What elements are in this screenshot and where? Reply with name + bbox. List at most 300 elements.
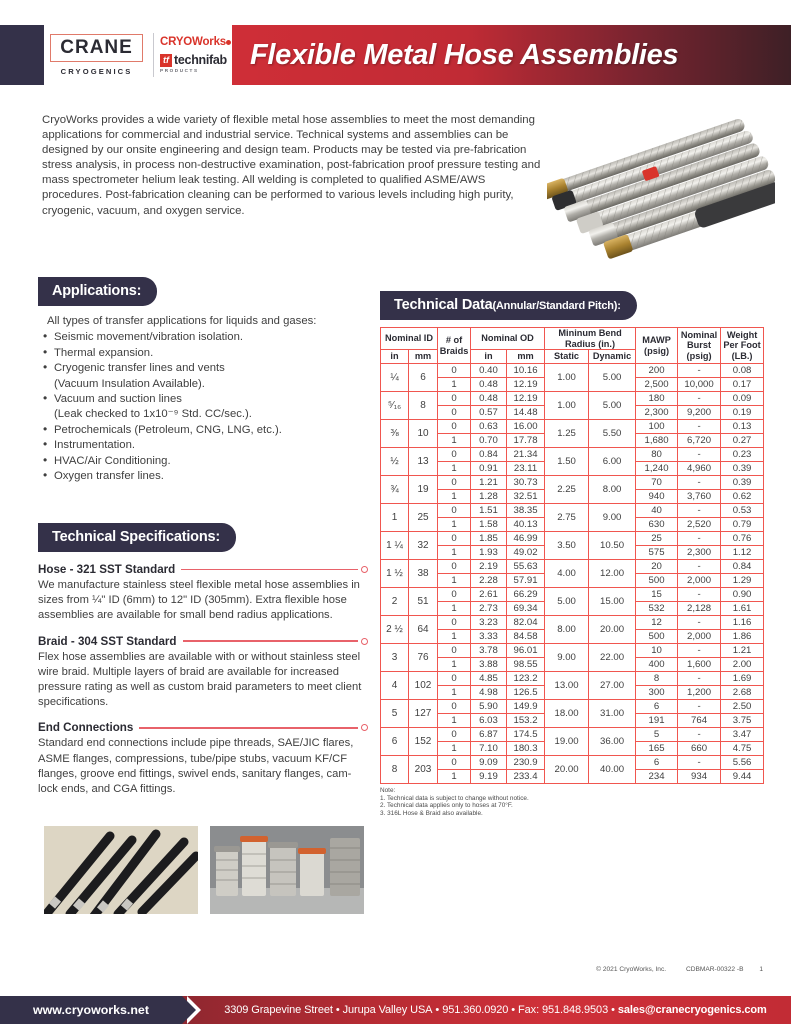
- black-hose-photo: [44, 826, 198, 914]
- applications-section: [38, 277, 368, 484]
- cell-weight-per-foot: 1.16: [721, 616, 764, 630]
- cell-od-in: 2.73: [471, 602, 507, 616]
- crane-logo-box: [50, 34, 143, 62]
- cell-static-bend-radius: 8.00: [545, 616, 589, 644]
- cell-nominal-id-in: ¼: [381, 364, 409, 392]
- list-item: • Cryogenic transfer lines and vents: [42, 361, 368, 376]
- page-number: 1: [759, 966, 763, 973]
- cell-od-in: 0.48: [471, 392, 507, 406]
- note-label: Note:: [380, 787, 396, 794]
- cell-mawp: 40: [636, 504, 678, 518]
- cell-weight-per-foot: 1.86: [721, 630, 764, 644]
- applications-body: [38, 314, 368, 484]
- footer-separator: •: [511, 1004, 516, 1016]
- cell-od-in: 9.19: [471, 770, 507, 784]
- cell-braids: 1: [438, 462, 471, 476]
- cell-mawp: 6: [636, 756, 678, 770]
- table-row: [381, 476, 764, 490]
- cell-nominal-id-in: 4: [381, 672, 409, 700]
- table-header-row-1: [381, 328, 764, 350]
- col-nominal-burst: Nominal Burst (psig): [678, 328, 721, 364]
- cell-nominal-burst: 660: [678, 742, 721, 756]
- cell-od-in: 1.51: [471, 504, 507, 518]
- cell-dynamic-bend-radius: 9.00: [589, 504, 636, 532]
- cell-nominal-id-mm: 51: [409, 588, 438, 616]
- cell-weight-per-foot: 1.21: [721, 644, 764, 658]
- cell-static-bend-radius: 1.00: [545, 392, 589, 420]
- cell-od-in: 0.48: [471, 378, 507, 392]
- spec-endpoint-icon: [361, 724, 368, 731]
- cell-nominal-burst: -: [678, 728, 721, 742]
- spec-group-braid: [38, 635, 368, 711]
- cell-od-mm: 57.91: [507, 574, 545, 588]
- cell-od-in: 1.21: [471, 476, 507, 490]
- cell-weight-per-foot: 0.84: [721, 560, 764, 574]
- col-id-in: in: [381, 350, 409, 364]
- spec-title: End Connections: [38, 721, 134, 735]
- applications-heading: Applications:: [38, 277, 157, 306]
- col-id-mm: mm: [409, 350, 438, 364]
- cell-nominal-burst: 1,200: [678, 686, 721, 700]
- cell-od-mm: 38.35: [507, 504, 545, 518]
- cell-od-in: 2.19: [471, 560, 507, 574]
- list-item: (Vacuum Insulation Available).: [54, 377, 205, 390]
- cell-mawp: 400: [636, 658, 678, 672]
- product-photos: [44, 826, 364, 914]
- note-item: 1. Technical data is subject to change without notice.: [380, 794, 529, 802]
- logo-divider: [153, 33, 154, 77]
- table-row: [381, 588, 764, 602]
- cell-nominal-burst: -: [678, 448, 721, 462]
- cell-weight-per-foot: 0.39: [721, 476, 764, 490]
- cell-od-in: 1.93: [471, 546, 507, 560]
- cell-mawp: 2,300: [636, 406, 678, 420]
- cell-braids: 0: [438, 644, 471, 658]
- list-item: • Seismic movement/vibration isolation.: [42, 330, 368, 345]
- cell-weight-per-foot: 1.61: [721, 602, 764, 616]
- cell-weight-per-foot: 2.50: [721, 700, 764, 714]
- footer-email-link[interactable]: sales@cranecryogenics.com: [617, 1004, 767, 1016]
- cell-mawp: 2,500: [636, 378, 678, 392]
- cell-od-mm: 230.9: [507, 756, 545, 770]
- table-row: [381, 420, 764, 434]
- cell-od-mm: 12.19: [507, 392, 545, 406]
- cell-weight-per-foot: 0.27: [721, 434, 764, 448]
- cell-weight-per-foot: 1.12: [721, 546, 764, 560]
- table-row: [381, 672, 764, 686]
- footer-arrow-icon: [182, 996, 196, 1024]
- cell-weight-per-foot: 0.08: [721, 364, 764, 378]
- cell-nominal-burst: 764: [678, 714, 721, 728]
- cell-nominal-id-in: 3: [381, 644, 409, 672]
- cell-nominal-id-in: 1 ½: [381, 560, 409, 588]
- cell-static-bend-radius: 18.00: [545, 700, 589, 728]
- footer-city: Jurupa Valley USA: [342, 1004, 433, 1016]
- cell-od-mm: 12.19: [507, 378, 545, 392]
- cell-mawp: 15: [636, 588, 678, 602]
- cell-weight-per-foot: 3.47: [721, 728, 764, 742]
- cell-dynamic-bend-radius: 15.00: [589, 588, 636, 616]
- cell-weight-per-foot: 4.75: [721, 742, 764, 756]
- cell-od-mm: 180.3: [507, 742, 545, 756]
- cell-mawp: 8: [636, 672, 678, 686]
- cell-nominal-burst: -: [678, 392, 721, 406]
- intro-paragraph: CryoWorks provides a wide variety of flexible metal hose assemblies to meet the most demanding applications for commercial and industrial service. Technical systems and assemblies can be designed by our onsite engineering and design team. Products may be tested via pre-fabrication stress analysis, in process non-destructive examination, post-fabrication proof pressure testing and mass spectrometer helium leak testing. All welding is completed to qualified ASME/AWS procedures. Post-fabrication cleaning can be performed to various levels including high purity, cryogenic, vacuum, and oxygen service.: [42, 114, 541, 217]
- cell-braids: 0: [438, 728, 471, 742]
- cell-nominal-id-in: ⅜: [381, 420, 409, 448]
- cell-mawp: 200: [636, 364, 678, 378]
- cell-od-mm: 153.2: [507, 714, 545, 728]
- cell-braids: 1: [438, 658, 471, 672]
- cell-od-in: 2.61: [471, 588, 507, 602]
- footer-website-block[interactable]: [0, 996, 182, 1024]
- cell-od-mm: 30.73: [507, 476, 545, 490]
- cell-mawp: 630: [636, 518, 678, 532]
- cell-dynamic-bend-radius: 20.00: [589, 616, 636, 644]
- table-row: [381, 392, 764, 406]
- cell-weight-per-foot: 0.23: [721, 448, 764, 462]
- technifab-logo: [160, 54, 227, 67]
- list-item: • Vacuum and suction lines: [42, 392, 368, 407]
- document-id: CDBMAR-00322 -B: [685, 966, 744, 973]
- cell-static-bend-radius: 20.00: [545, 756, 589, 784]
- cell-braids: 0: [438, 476, 471, 490]
- list-item: • HVAC/Air Conditioning.: [42, 454, 368, 469]
- cell-weight-per-foot: 0.17: [721, 378, 764, 392]
- technifab-badge-icon: tf: [160, 54, 172, 67]
- cell-nominal-id-in: 1: [381, 504, 409, 532]
- spec-endpoint-icon: [361, 566, 368, 573]
- cell-dynamic-bend-radius: 6.00: [589, 448, 636, 476]
- cell-braids: 1: [438, 518, 471, 532]
- cell-nominal-id-mm: 76: [409, 644, 438, 672]
- cell-nominal-burst: 10,000: [678, 378, 721, 392]
- cell-od-in: 0.91: [471, 462, 507, 476]
- cell-od-mm: 123.2: [507, 672, 545, 686]
- cell-nominal-id-mm: 32: [409, 532, 438, 560]
- col-mawp: MAWP (psig): [636, 328, 678, 364]
- cell-nominal-id-mm: 10: [409, 420, 438, 448]
- cell-weight-per-foot: 0.09: [721, 392, 764, 406]
- table-row: [381, 756, 764, 770]
- spec-group-hose: [38, 563, 368, 624]
- cell-nominal-burst: -: [678, 644, 721, 658]
- cell-od-in: 6.03: [471, 714, 507, 728]
- header-navy-block: [0, 25, 44, 85]
- cell-dynamic-bend-radius: 5.00: [589, 392, 636, 420]
- cell-static-bend-radius: 5.00: [545, 588, 589, 616]
- cell-mawp: 300: [636, 686, 678, 700]
- spec-title: Hose - 321 SST Standard: [38, 563, 176, 576]
- cell-dynamic-bend-radius: 8.00: [589, 476, 636, 504]
- cell-nominal-burst: -: [678, 560, 721, 574]
- cell-od-mm: 16.00: [507, 420, 545, 434]
- cell-nominal-id-mm: 203: [409, 756, 438, 784]
- cell-braids: 1: [438, 378, 471, 392]
- cell-nominal-burst: -: [678, 588, 721, 602]
- list-item: • Oxygen transfer lines.: [42, 469, 368, 484]
- spec-body: Flex hose assemblies are available with or without stainless steel wire braid. Multiple layers of braid are available for increased pressure rating as well as custom braid parameters to meet client specifications.: [38, 650, 362, 709]
- cell-nominal-burst: -: [678, 532, 721, 546]
- cell-od-in: 2.28: [471, 574, 507, 588]
- cell-nominal-burst: 2,520: [678, 518, 721, 532]
- table-row: [381, 644, 764, 658]
- spec-title-row: [38, 635, 368, 648]
- cell-od-mm: 69.34: [507, 602, 545, 616]
- cell-od-mm: 49.02: [507, 546, 545, 560]
- cell-nominal-burst: 3,760: [678, 490, 721, 504]
- technical-data-table: [380, 327, 764, 784]
- cell-dynamic-bend-radius: 27.00: [589, 672, 636, 700]
- cell-od-in: 6.87: [471, 728, 507, 742]
- col-od-mm: mm: [507, 350, 545, 364]
- technifab-label: technifab: [174, 53, 227, 67]
- cell-braids: 0: [438, 420, 471, 434]
- cryoworks-label: CRYOWorks: [160, 36, 226, 49]
- cell-weight-per-foot: 1.69: [721, 672, 764, 686]
- cell-nominal-burst: -: [678, 420, 721, 434]
- cell-od-in: 0.84: [471, 448, 507, 462]
- footer-separator: •: [335, 1004, 340, 1016]
- cell-od-in: 0.57: [471, 406, 507, 420]
- cell-braids: 0: [438, 448, 471, 462]
- cell-od-in: 3.33: [471, 630, 507, 644]
- cell-nominal-id-mm: 25: [409, 504, 438, 532]
- cell-od-in: 5.90: [471, 700, 507, 714]
- cell-weight-per-foot: 2.00: [721, 658, 764, 672]
- cell-od-mm: 55.63: [507, 560, 545, 574]
- braided-connectors-photo-svg: [210, 826, 364, 914]
- table-notes: [380, 787, 770, 817]
- cell-od-in: 3.23: [471, 616, 507, 630]
- cell-dynamic-bend-radius: 10.50: [589, 532, 636, 560]
- cell-nominal-burst: -: [678, 700, 721, 714]
- footer-fax: Fax: 951.848.9503: [518, 1004, 609, 1016]
- cell-static-bend-radius: 19.00: [545, 728, 589, 756]
- cell-nominal-burst: -: [678, 476, 721, 490]
- cell-od-in: 3.78: [471, 644, 507, 658]
- cell-braids: 1: [438, 770, 471, 784]
- list-item: • Petrochemicals (Petroleum, CNG, LNG, etc.).: [42, 423, 368, 438]
- cell-weight-per-foot: 5.56: [721, 756, 764, 770]
- cell-nominal-id-in: 2: [381, 588, 409, 616]
- spec-rule-line: [181, 569, 358, 570]
- cell-mawp: 70: [636, 476, 678, 490]
- cell-od-in: 7.10: [471, 742, 507, 756]
- cryoworks-logo-text: [160, 37, 226, 49]
- note-item: 3. 316L Hose & Braid also available.: [380, 809, 483, 817]
- cell-braids: 0: [438, 560, 471, 574]
- cell-static-bend-radius: 1.00: [545, 364, 589, 392]
- cell-static-bend-radius: 2.75: [545, 504, 589, 532]
- technical-specifications-section: [38, 523, 368, 797]
- cell-nominal-id-mm: 127: [409, 700, 438, 728]
- cell-od-in: 0.70: [471, 434, 507, 448]
- page-title: Flexible Metal Hose Assemblies: [250, 38, 679, 71]
- hose-photo-svg: [547, 112, 775, 280]
- cell-static-bend-radius: 1.50: [545, 448, 589, 476]
- spec-body: Standard end connections include pipe threads, SAE/JIC flares, ASME flanges, compressions, tube/pipe stubs, vacuum KF/CF flanges, groove end fittings, swivel ends, sanitary flanges, cam-lock ends, and CGA fittings.: [38, 737, 354, 796]
- black-hose-photo-svg: [44, 826, 198, 914]
- flexible-hose-bundle-photo: [547, 112, 775, 280]
- cell-mawp: 165: [636, 742, 678, 756]
- copyright-text: © 2021 CryoWorks, Inc.: [596, 966, 667, 973]
- cell-braids: 1: [438, 574, 471, 588]
- cell-mawp: 20: [636, 560, 678, 574]
- footer-phone[interactable]: 951.360.0920: [442, 1004, 509, 1016]
- cell-nominal-burst: -: [678, 364, 721, 378]
- cell-nominal-burst: 6,720: [678, 434, 721, 448]
- cell-od-mm: 82.04: [507, 616, 545, 630]
- cell-od-in: 1.58: [471, 518, 507, 532]
- cell-od-in: 9.09: [471, 756, 507, 770]
- cell-od-mm: 98.55: [507, 658, 545, 672]
- cell-weight-per-foot: 0.13: [721, 420, 764, 434]
- copyright-line: [0, 966, 791, 973]
- col-weight-per-foot: Weight Per Foot (LB.): [721, 328, 764, 364]
- cell-weight-per-foot: 2.68: [721, 686, 764, 700]
- col-nominal-od: Nominal OD: [471, 328, 545, 350]
- cell-dynamic-bend-radius: 5.50: [589, 420, 636, 448]
- footer-separator: •: [435, 1004, 440, 1016]
- cell-braids: 0: [438, 392, 471, 406]
- footer-website-link[interactable]: www.cryoworks.net: [33, 1003, 149, 1017]
- col-nominal-id: Nominal ID: [381, 328, 438, 350]
- cell-braids: 0: [438, 504, 471, 518]
- cell-mawp: 1,240: [636, 462, 678, 476]
- page-title-bar: [232, 25, 791, 85]
- col-od-in: in: [471, 350, 507, 364]
- cell-mawp: 6: [636, 700, 678, 714]
- cell-od-in: 3.88: [471, 658, 507, 672]
- cell-braids: 0: [438, 700, 471, 714]
- crane-logo-subtitle: CRYOGENICS: [60, 67, 133, 76]
- cell-static-bend-radius: 1.25: [545, 420, 589, 448]
- col-dynamic: Dynamic: [589, 350, 636, 364]
- cell-dynamic-bend-radius: 5.00: [589, 364, 636, 392]
- table-body: [381, 364, 764, 784]
- cell-od-mm: 66.29: [507, 588, 545, 602]
- page-footer: [0, 996, 791, 1024]
- cell-nominal-burst: 2,000: [678, 574, 721, 588]
- page-header: [0, 0, 791, 94]
- spec-body: We manufacture stainless steel flexible metal hose assemblies in sizes from ¼" ID (6mm) to 12" ID (305mm). Extra flexible hose assemblies are available for small bend radius applications.: [38, 579, 360, 622]
- braided-flex-connectors-photo: [210, 826, 364, 914]
- cell-mawp: 500: [636, 630, 678, 644]
- technical-data-heading: [380, 291, 637, 320]
- technical-data-section: [380, 291, 770, 817]
- cell-nominal-id-mm: 38: [409, 560, 438, 588]
- cell-od-mm: 40.13: [507, 518, 545, 532]
- applications-lead: All types of transfer applications for liquids and gases:: [47, 315, 317, 327]
- cell-braids: 1: [438, 434, 471, 448]
- cell-od-in: 1.85: [471, 532, 507, 546]
- footer-address: 3309 Grapevine Street: [224, 1004, 333, 1016]
- cell-braids: 1: [438, 602, 471, 616]
- cell-mawp: 25: [636, 532, 678, 546]
- col-bend-radius: Mininum Bend Radius (in.): [545, 328, 636, 350]
- cell-od-mm: 96.01: [507, 644, 545, 658]
- cell-weight-per-foot: 3.75: [721, 714, 764, 728]
- cell-od-mm: 149.9: [507, 700, 545, 714]
- cell-od-mm: 174.5: [507, 728, 545, 742]
- cell-braids: 1: [438, 630, 471, 644]
- cell-mawp: 940: [636, 490, 678, 504]
- table-row: [381, 700, 764, 714]
- cell-mawp: 5: [636, 728, 678, 742]
- cell-nominal-id-in: 6: [381, 728, 409, 756]
- cell-nominal-burst: 9,200: [678, 406, 721, 420]
- spec-group-end-connections: [38, 721, 368, 797]
- cell-nominal-id-mm: 152: [409, 728, 438, 756]
- cell-mawp: 575: [636, 546, 678, 560]
- cell-nominal-id-mm: 102: [409, 672, 438, 700]
- spec-rule-line: [183, 640, 358, 641]
- cell-mawp: 234: [636, 770, 678, 784]
- spec-endpoint-icon: [361, 638, 368, 645]
- cell-mawp: 191: [636, 714, 678, 728]
- cell-braids: 0: [438, 532, 471, 546]
- cell-nominal-burst: 2,000: [678, 630, 721, 644]
- list-item: (Leak checked to 1x10⁻⁹ Std. CC/sec.).: [54, 408, 252, 421]
- table-row: [381, 364, 764, 378]
- cell-od-in: 0.40: [471, 364, 507, 378]
- brand-logos: [46, 25, 230, 85]
- cell-dynamic-bend-radius: 22.00: [589, 644, 636, 672]
- cell-braids: 0: [438, 588, 471, 602]
- note-item: 2. Technical data applies only to hoses at 70°F.: [380, 802, 513, 810]
- cell-nominal-burst: -: [678, 672, 721, 686]
- cell-nominal-id-in: ½: [381, 448, 409, 476]
- list-item: • Instrumentation.: [42, 438, 368, 453]
- cell-od-mm: 32.51: [507, 490, 545, 504]
- cell-static-bend-radius: 4.00: [545, 560, 589, 588]
- cell-nominal-burst: -: [678, 756, 721, 770]
- applications-list: [42, 330, 368, 484]
- cell-braids: 0: [438, 406, 471, 420]
- cell-nominal-burst: 2,128: [678, 602, 721, 616]
- cell-od-mm: 21.34: [507, 448, 545, 462]
- cell-weight-per-foot: 0.62: [721, 490, 764, 504]
- cell-static-bend-radius: 9.00: [545, 644, 589, 672]
- cell-nominal-id-mm: 6: [409, 364, 438, 392]
- cell-nominal-id-in: ⁵⁄₁₆: [381, 392, 409, 420]
- cell-braids: 0: [438, 616, 471, 630]
- cell-od-in: 0.63: [471, 420, 507, 434]
- col-braids: # of Braids: [438, 328, 471, 364]
- technical-data-subtitle: (Annular/Standard Pitch):: [492, 300, 621, 312]
- spec-title-row: [38, 721, 368, 734]
- cell-nominal-id-in: ¾: [381, 476, 409, 504]
- spec-rule-line: [139, 727, 358, 728]
- cell-od-mm: 46.99: [507, 532, 545, 546]
- cell-weight-per-foot: 0.19: [721, 406, 764, 420]
- cell-od-in: 1.28: [471, 490, 507, 504]
- cell-od-mm: 10.16: [507, 364, 545, 378]
- cell-nominal-burst: 1,600: [678, 658, 721, 672]
- cell-nominal-burst: -: [678, 504, 721, 518]
- cell-dynamic-bend-radius: 12.00: [589, 560, 636, 588]
- cell-od-in: 4.85: [471, 672, 507, 686]
- table-row: [381, 532, 764, 546]
- cell-dynamic-bend-radius: 36.00: [589, 728, 636, 756]
- cell-braids: 0: [438, 364, 471, 378]
- cell-mawp: 80: [636, 448, 678, 462]
- crane-logo: [46, 34, 147, 76]
- cell-od-mm: 14.48: [507, 406, 545, 420]
- cell-braids: 1: [438, 546, 471, 560]
- table-row: [381, 448, 764, 462]
